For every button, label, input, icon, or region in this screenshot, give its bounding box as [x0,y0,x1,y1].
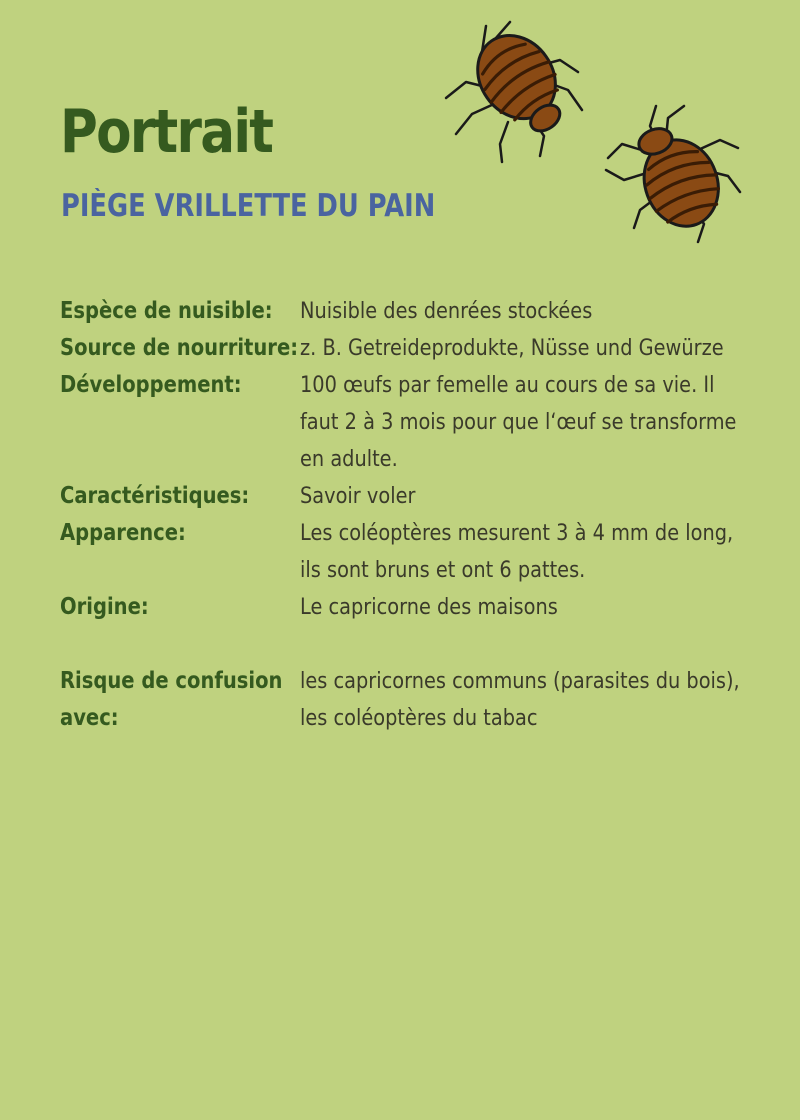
bed-bug-icon [438,18,588,166]
fact-label: Développement: [60,372,242,398]
fact-value: Savoir voler [300,483,416,509]
fact-label: Source de nourriture: [60,335,299,361]
fact-value: z. B. Getreideprodukte, Nüsse und Gewürze [300,335,724,361]
fact-label: Origine: [60,594,149,620]
fact-value: Nuisible des denrées stockées [300,298,593,324]
fact-label: Caractéristiques: [60,483,250,509]
fact-row-food-source [60,330,760,367]
facts-list [60,293,760,737]
page-title: Portrait [60,97,273,167]
fact-label-line: avec: [60,705,119,731]
fact-label [60,663,282,737]
fact-row-origin [60,589,760,626]
fact-row-appearance [60,515,760,589]
fact-value: 100 œufs par femelle au cours de sa vie. Il faut 2 à 3 mois pour que l‘œuf se transforme en adulte. [300,372,737,472]
fact-value: Les coléoptères mesurent 3 à 4 mm de long, ils sont bruns et ont 6 pattes. [300,520,734,583]
fact-label: Espèce de nuisible: [60,298,273,324]
fact-value: Le capricorne des maisons [300,594,558,620]
fact-row-characteristics [60,478,760,515]
page-subtitle: PIÈGE VRILLETTE DU PAIN [61,188,436,224]
fact-value: les capricornes communs (parasites du bois), les coléoptères du tabac [300,668,740,731]
fact-label: Apparence: [60,520,186,546]
fact-label-line: Risque de confusion [60,668,283,694]
fact-row-pest-type [60,293,760,330]
fact-row-confusion [60,663,760,737]
bed-bug-icon [600,100,746,244]
fact-row-development [60,367,760,478]
